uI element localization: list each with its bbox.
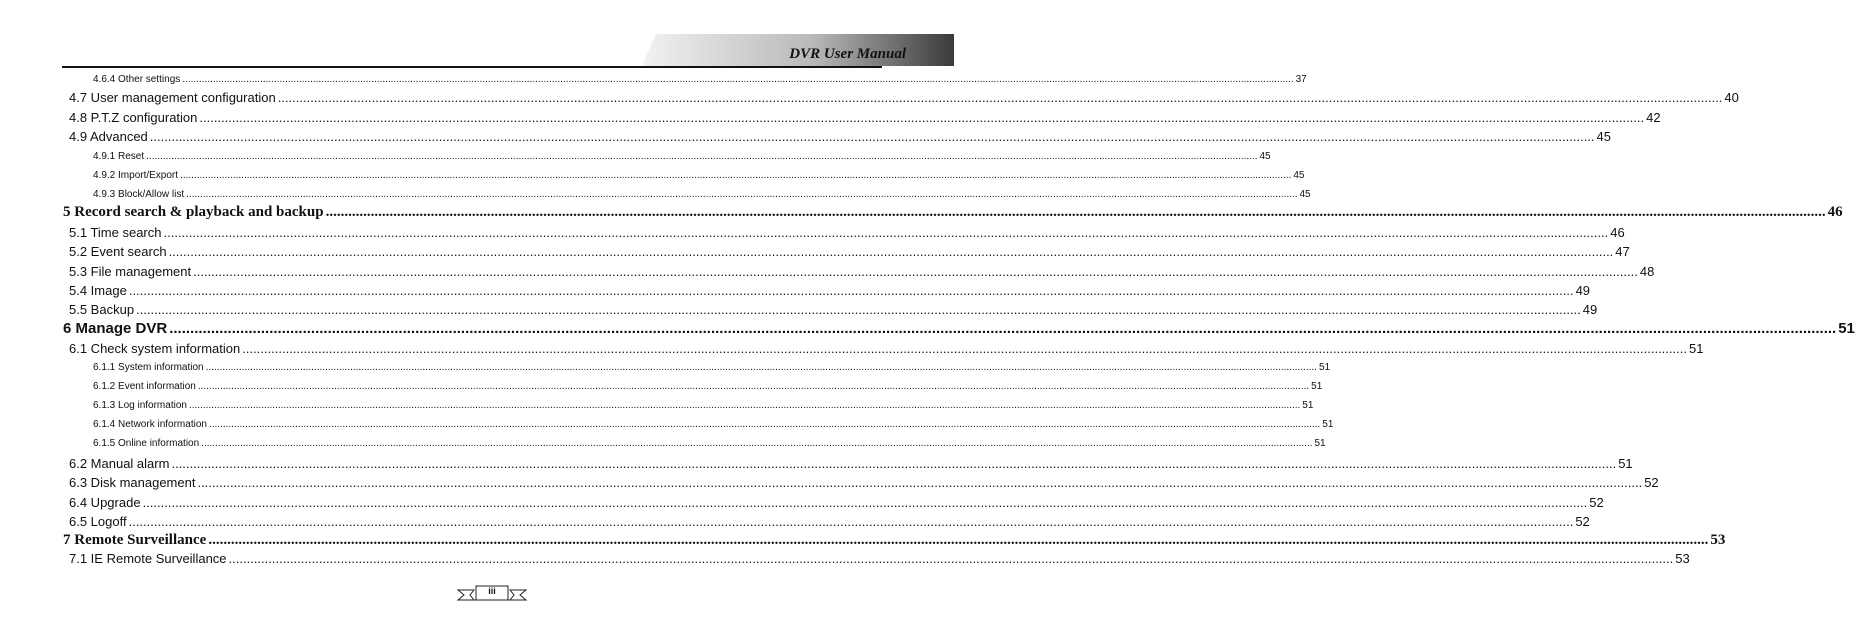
toc-entry[interactable] [93, 151, 1271, 162]
toc-entry-label: 4.9.1 Reset [93, 151, 145, 162]
toc-leader-dots: ................................................................................................................................................................................................................................................................................................................................................................................................................ [201, 438, 1313, 449]
toc-leader-dots: ................................................................................................................................................................................................................................................................................................................................................................................................................ [146, 151, 1258, 162]
toc-entry[interactable] [69, 514, 1590, 529]
toc-entry-page: 53 [1710, 532, 1726, 548]
toc-entry-page: 40 [1724, 90, 1739, 105]
header-title: DVR User Manual [789, 46, 906, 62]
toc-entry-label: 6.3 Disk management [69, 475, 196, 490]
toc-leader-dots: ................................................................................................................................................................................................................................................................................................................................................................................................................ [197, 475, 1643, 490]
toc-entry-label: 5.4 Image [69, 283, 127, 298]
toc-leader-dots: ................................................................................................................................................................................................................................................................................................................................................................................................................ [199, 110, 1645, 125]
toc-leader-dots: ................................................................................................................................................................................................................................................................................................................................................................................................................ [168, 244, 1614, 259]
toc-entry[interactable] [93, 74, 1307, 85]
toc-entry-label: 7 Remote Surveillance [63, 532, 207, 548]
toc-leader-dots: ................................................................................................................................................................................................................................................................................................................................................................................................................ [242, 341, 1687, 356]
toc-leader-dots: ................................................................................................................................................................................................................................................................................................................................................................................................................ [193, 264, 1638, 279]
toc-entry-page: 42 [1646, 110, 1661, 125]
toc-entry-page: 37 [1295, 74, 1307, 85]
toc-leader-dots: ................................................................................................................................................................................................................................................................................................................................................................................................................ [228, 551, 1674, 566]
toc-entry-page: 51 [1688, 341, 1704, 356]
toc-entry-page: 48 [1639, 264, 1655, 279]
page-number-holder [456, 584, 528, 606]
toc-leader-dots: ................................................................................................................................................................................................................................................................................................................................................................................................................ [136, 302, 1581, 317]
toc-entry[interactable] [63, 320, 1855, 337]
toc-leader-dots: ................................................................................................................................................................................................................................................................................................................................................................................................................ [169, 320, 1837, 337]
toc-entry-page: 53 [1675, 551, 1690, 566]
toc-entry[interactable] [93, 438, 1326, 449]
toc-entry[interactable] [69, 225, 1625, 240]
toc-entry[interactable] [69, 341, 1704, 356]
toc-entry[interactable] [69, 495, 1604, 510]
toc-leader-dots: ................................................................................................................................................................................................................................................................................................................................................................................................................ [182, 74, 1294, 85]
toc-leader-dots: ................................................................................................................................................................................................................................................................................................................................................................................................................ [325, 204, 1826, 220]
page-number: iii [488, 586, 496, 596]
toc-entry-label: 4.8 P.T.Z configuration [69, 110, 198, 125]
toc-leader-dots: ................................................................................................................................................................................................................................................................................................................................................................................................................ [186, 189, 1298, 200]
toc-entry-page: 45 [1299, 189, 1311, 200]
toc-entry-label: 6.1.3 Log information [93, 400, 187, 411]
toc-entry-label: 4.9.3 Block/Allow list [93, 189, 185, 200]
toc-entry-page: 47 [1615, 244, 1630, 259]
toc-entry[interactable] [69, 264, 1655, 279]
toc-entry[interactable] [69, 129, 1611, 144]
toc-entry-label: 6.1.5 Online information [93, 438, 200, 449]
toc-entry-page: 46 [1610, 225, 1625, 240]
toc-entry[interactable] [69, 90, 1739, 105]
toc-leader-dots: ................................................................................................................................................................................................................................................................................................................................................................................................................ [142, 495, 1588, 510]
toc-entry-label: 5.2 Event search [69, 244, 167, 259]
toc-entry-label: 6.1.2 Event information [93, 381, 196, 392]
toc-entry-page: 52 [1589, 495, 1604, 510]
toc-entry[interactable] [69, 110, 1661, 125]
toc-entry[interactable] [69, 302, 1598, 317]
toc-entry-label: 6 Manage DVR [63, 320, 168, 337]
toc-entry-label: 4.7 User management configuration [69, 90, 276, 105]
toc-leader-dots: ................................................................................................................................................................................................................................................................................................................................................................................................................ [205, 362, 1317, 373]
toc-entry-page: 51 [1838, 320, 1855, 337]
toc-entry-label: 4.9.2 Import/Export [93, 170, 179, 181]
toc-entry-page: 51 [1318, 362, 1331, 373]
toc-entry[interactable] [69, 551, 1690, 566]
toc-entry-label: 6.2 Manual alarm [69, 456, 170, 471]
toc-entry-label: 5 Record search & playback and backup [63, 204, 324, 220]
toc-leader-dots: ................................................................................................................................................................................................................................................................................................................................................................................................................ [188, 400, 1301, 411]
toc-entry-page: 51 [1314, 438, 1326, 449]
toc-entry-label: 6.4 Upgrade [69, 495, 141, 510]
toc-entry[interactable] [69, 283, 1591, 298]
toc-entry[interactable] [63, 204, 1843, 221]
toc-entry-page: 49 [1575, 283, 1591, 298]
toc-entry-label: 6.1.4 Network information [93, 419, 207, 430]
toc-leader-dots: ................................................................................................................................................................................................................................................................................................................................................................................................................ [180, 170, 1292, 181]
toc-leader-dots: ................................................................................................................................................................................................................................................................................................................................................................................................................ [128, 514, 1574, 529]
toc-entry-page: 51 [1311, 381, 1323, 392]
toc-entry-page: 49 [1582, 302, 1598, 317]
toc-entry[interactable] [93, 362, 1331, 373]
toc-entry-page: 51 [1302, 400, 1314, 411]
toc-leader-dots: ................................................................................................................................................................................................................................................................................................................................................................................................................ [208, 532, 1709, 548]
toc-entry-page: 46 [1827, 204, 1843, 220]
toc-entry-label: 5.3 File management [69, 264, 192, 279]
toc-entry-page: 52 [1644, 475, 1659, 490]
toc-entry-label: 4.9 Advanced [69, 129, 148, 144]
toc-entry-label: 6.1.1 System information [93, 362, 204, 373]
toc-entry-page: 52 [1575, 514, 1590, 529]
toc-leader-dots: ................................................................................................................................................................................................................................................................................................................................................................................................................ [149, 129, 1595, 144]
toc-entry-label: 6.5 Logoff [69, 514, 127, 529]
toc-entry[interactable] [93, 189, 1311, 200]
toc-entry-page: 51 [1618, 456, 1633, 471]
toc-entry[interactable] [93, 400, 1314, 411]
toc-entry-page: 51 [1322, 419, 1334, 430]
toc-entry-label: 6.1 Check system information [69, 341, 241, 356]
toc-entry[interactable] [69, 456, 1633, 471]
toc-leader-dots: ................................................................................................................................................................................................................................................................................................................................................................................................................ [277, 90, 1723, 105]
toc-entry[interactable] [69, 475, 1659, 490]
toc-entry[interactable] [93, 381, 1323, 392]
toc-entry[interactable] [63, 532, 1726, 549]
header-rule [62, 66, 882, 68]
toc-entry-page: 45 [1259, 151, 1271, 162]
toc-entry-label: 5.1 Time search [69, 225, 162, 240]
toc-entry-page: 45 [1293, 170, 1305, 181]
toc-entry[interactable] [69, 244, 1630, 259]
toc-entry[interactable] [93, 419, 1334, 430]
toc-entry[interactable] [93, 170, 1305, 181]
toc-leader-dots: ................................................................................................................................................................................................................................................................................................................................................................................................................ [171, 456, 1617, 471]
toc-leader-dots: ................................................................................................................................................................................................................................................................................................................................................................................................................ [197, 381, 1310, 392]
toc-entry-label: 4.6.4 Other settings [93, 74, 181, 85]
toc-entry-page: 45 [1596, 129, 1611, 144]
toc-entry-label: 7.1 IE Remote Surveillance [69, 551, 227, 566]
toc-entry-label: 5.5 Backup [69, 302, 135, 317]
toc-leader-dots: ................................................................................................................................................................................................................................................................................................................................................................................................................ [208, 419, 1321, 430]
toc-leader-dots: ................................................................................................................................................................................................................................................................................................................................................................................................................ [163, 225, 1609, 240]
toc-leader-dots: ................................................................................................................................................................................................................................................................................................................................................................................................................ [128, 283, 1574, 298]
